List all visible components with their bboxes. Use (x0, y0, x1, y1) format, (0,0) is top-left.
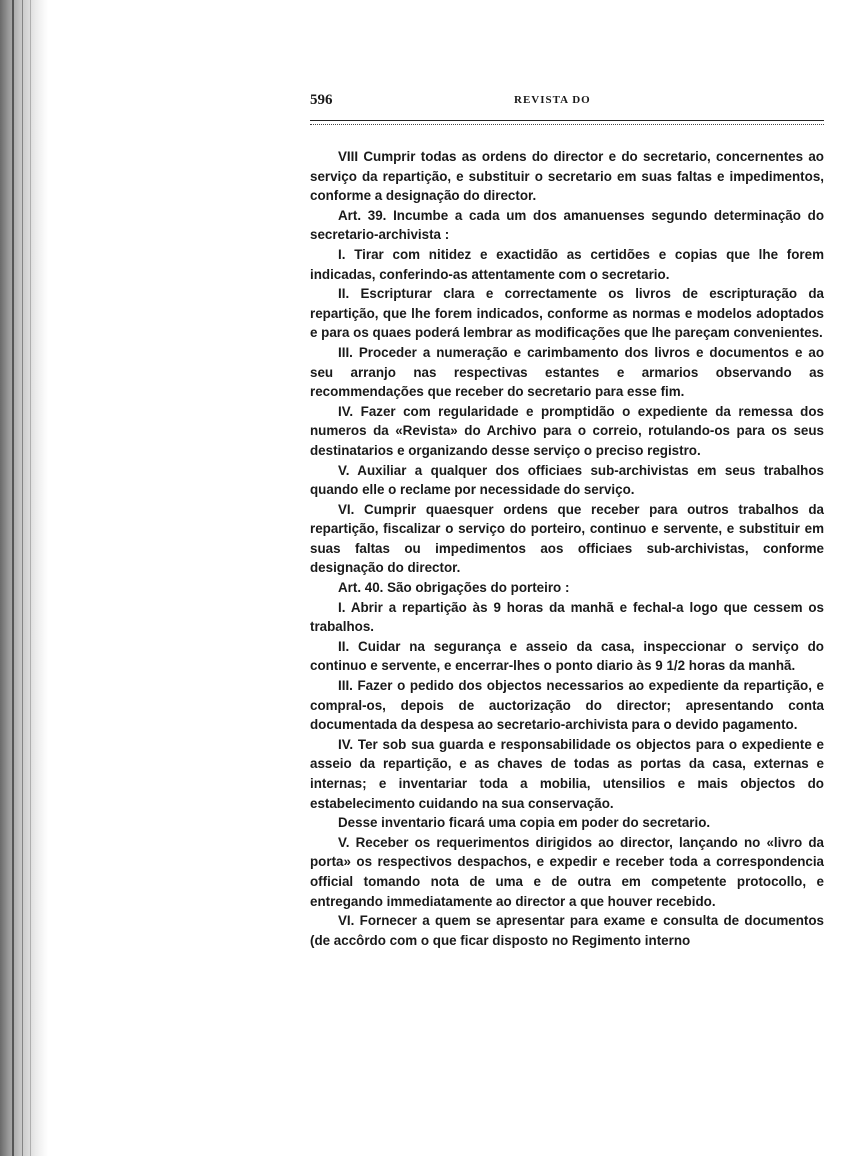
running-title: REVISTA DO (514, 94, 591, 106)
scan-edge-shadow (0, 0, 48, 1156)
paragraph: V. Receber os requerimentos dirigidos ao director, lançando no «livro da porta» os respectivos despachos, e expedir e receber toda a correspondencia official tomando nota de uma e de outra em competente protocollo, e entregando immediatamente ao director a que houver recebido. (310, 834, 824, 909)
page-number: 596 (310, 92, 333, 108)
paragraph: I. Abrir a repartição às 9 horas da manhã e fechal-a logo que cessem os trabalhos. (310, 599, 824, 635)
paragraph: VI. Fornecer a quem se apresentar para exame e consulta de documentos (de accôrdo com o que ficar disposto no Regimento interno (310, 913, 824, 948)
page-header (310, 92, 824, 112)
paragraph: III. Fazer o pedido dos objectos necessarios ao expediente da repartição, e compral-os, depois de auctorização do director; apresentando conta documentada da despesa ao secretario-archivista para o devido pagamento. (310, 678, 824, 733)
page-body (310, 147, 824, 950)
paragraph: IV. Fazer com regularidade e promptidão o expediente da remessa dos numeros da «Revista» do Archivo para o correio, rotulando-os para os seus destinatarios e organizando desse serviço o preciso registro. (310, 403, 824, 458)
paragraph: Desse inventario ficará uma copia em poder do secretario. (338, 815, 711, 831)
paragraph: I. Tirar com nitidez e exactidão as certidões e copias que lhe forem indicadas, conferindo-as attentamente com o secretario. (310, 246, 824, 282)
paragraph: VI. Cumprir quaesquer ordens que receber para outros trabalhos da repartição, fiscalizar o serviço do porteiro, continuo e servente, e substituir em suas faltas ou impedimentos aos officiaes sub-archivistas, conforme designação do director. (310, 501, 824, 576)
paragraph: IV. Ter sob sua guarda e responsabilidade os objectos para o expediente e asseio da repartição, e as chaves de todas as portas da casa, externas e internas; e inventariar toda a mobilia, utensilios e mais objectos do estabelecimento cuidando na sua conservação. (310, 736, 824, 811)
paragraph: V. Auxiliar a qualquer dos officiaes sub-archivistas em seus trabalhos quando elle o reclame por necessidade do serviço. (310, 462, 824, 498)
paragraph: Art. 40. São obrigações do porteiro : (338, 580, 570, 596)
paragraph: VIII Cumprir todas as ordens do director e do secretario, concernentes ao serviço da repartição, e substituir o secretario em suas faltas e impedimentos, conforme a designação do director. (310, 149, 824, 204)
paragraph: Art. 39. Incumbe a cada um dos amanuenses segundo determinação do secretario-archivista : (310, 207, 824, 243)
paragraph: II. Escripturar clara e correctamente os livros de escripturação da repartição, que lhe forem indicados, conforme as normas e modelos adoptados e para os quaes poderá lembrar as modificações que lhe pareçam convenientes. (310, 286, 824, 341)
book-page (310, 92, 824, 950)
paragraph: III. Proceder a numeração e carimbamento dos livros e documentos e ao seu arranjo nas respectivas estantes e armarios observando as recommendações que receber do secretario para esse fim. (310, 344, 824, 400)
header-rule (310, 120, 824, 125)
paragraph: II. Cuidar na segurança e asseio da casa, inspeccionar o serviço do continuo e servente, e encerrar-lhes o ponto diario às 9 1/2 horas da manhã. (310, 638, 824, 674)
